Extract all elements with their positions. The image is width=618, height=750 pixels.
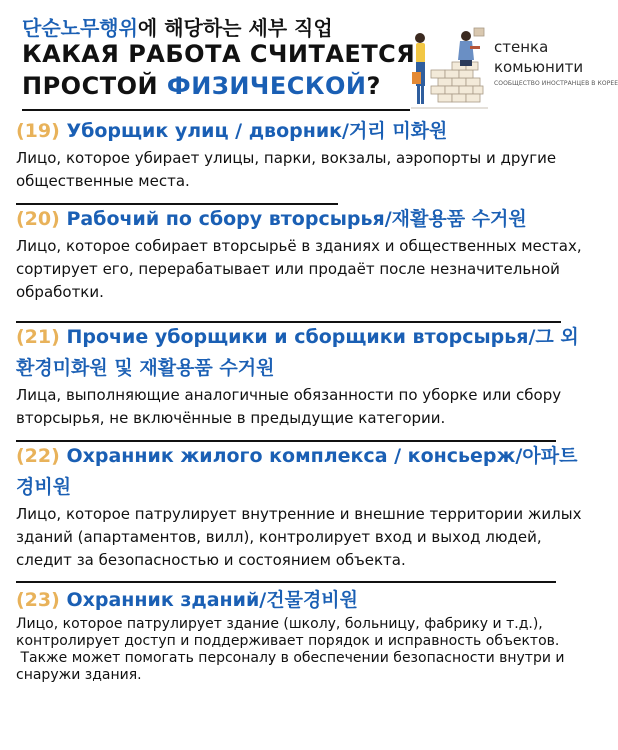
title-question-mark: ?: [366, 72, 381, 100]
job-description-extra: Также может помогать персоналу в обеспечении безопасности внутри и снаружи здания.: [16, 650, 569, 683]
title-line-2: КАКАЯ РАБОТА СЧИТАЕТСЯ: [22, 40, 416, 68]
logo-tagline: СООБЩЕСТВО ИНОСТРАНЦЕВ В КОРЕЕ: [494, 80, 618, 87]
job-description: Лицо, которое патрулирует внутренние и внешние территории жилых зданий (апартаментов, вилл), контролирует вход и выход людей, следит за безопасностью и состоянием объекта.: [16, 505, 582, 569]
job-title: [16, 585, 586, 616]
job-description: Лицо, которое собирает вторсырьё в зданиях и общественных местах, сортирует его, перерабатывает или продаёт после незначительной обработки.: [16, 237, 582, 301]
logo-name-line-2: комьюнити: [494, 58, 584, 76]
job-title-text: Уборщик улиц / дворник/거리 미화원: [66, 120, 448, 142]
job-number: (23): [16, 589, 60, 611]
job-entry-22: [16, 441, 586, 572]
job-entry-20: [16, 204, 586, 304]
logo-name-line-1: стенка: [494, 38, 549, 56]
job-entry-19: [16, 116, 586, 193]
section-divider: [16, 581, 556, 583]
job-entry-21: [16, 322, 586, 430]
title-divider: [22, 109, 410, 111]
job-description: Лица, выполняющие аналогичные обязанности по уборке или сбору вторсырья, не включённые в предыдущие категории.: [16, 386, 562, 427]
title-korean: [22, 12, 333, 41]
job-title-text: Охранник зданий/건물경비원: [66, 589, 359, 611]
workers-building-wall-illustration: [408, 24, 492, 112]
job-number: (22): [16, 445, 60, 467]
job-title-text: Рабочий по сбору вторсырья/재활용품 수거원: [66, 208, 527, 230]
job-title-text: Охранник жилого комплекса / консьерж/아파트 경비원: [16, 445, 578, 498]
title-korean-rest: 에 해당하는 세부 직업: [137, 16, 333, 40]
community-logo: [408, 24, 618, 114]
job-title: [16, 441, 586, 503]
job-title: [16, 204, 586, 235]
job-description: Лицо, которое убирает улицы, парки, вокзалы, аэропорты и другие общественные места.: [16, 149, 557, 190]
job-title: [16, 116, 586, 147]
job-title-text: Прочие уборщики и сборщики вторсырья/그 외 환경미화원 및 재활용품 수거원: [16, 326, 579, 379]
title-line-3: [22, 72, 381, 100]
title-korean-highlight: 단순노무행위: [22, 16, 138, 40]
title-line-3-start: ПРОСТОЙ: [22, 72, 167, 100]
job-title: [16, 322, 586, 384]
header: [0, 0, 618, 112]
job-number: (19): [16, 120, 60, 142]
job-entry-23: [16, 585, 586, 684]
job-description: Лицо, которое патрулирует здание (школу, больницу, фабрику и т.д.), контролирует доступ и поддерживает порядок и исправность объектов.: [16, 616, 560, 649]
title-accent-word: ФИЗИЧЕСКОЙ: [166, 72, 367, 100]
job-number: (21): [16, 326, 60, 348]
job-number: (20): [16, 208, 60, 230]
